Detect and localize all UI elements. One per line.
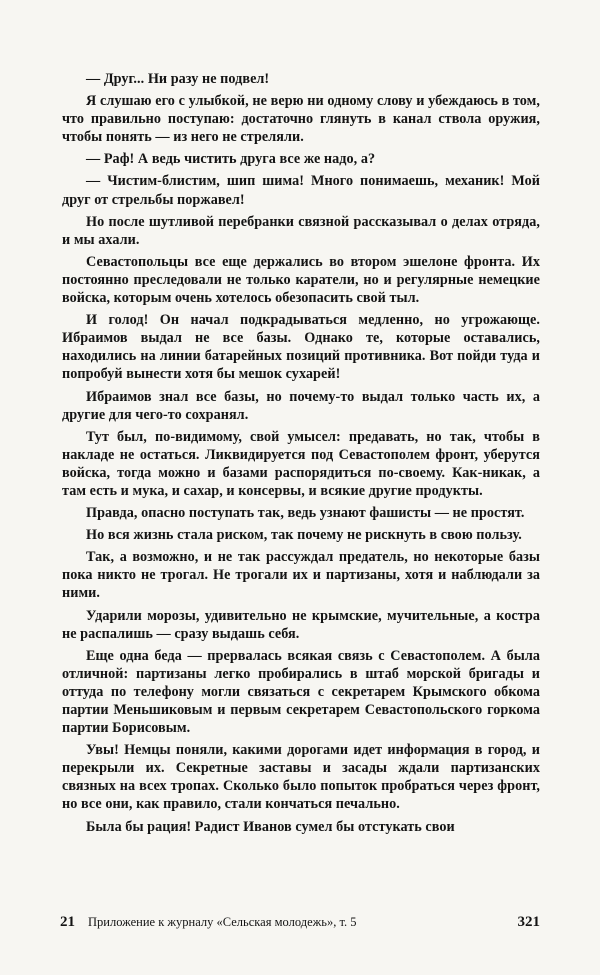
- paragraph: Ибраимов знал все базы, но почему-то выдал только часть их, а другие для чего-то сохранял.: [62, 388, 540, 423]
- paragraph: — Чистим-блистим, шип шима! Много понимаешь, механик! Мой друг от стрельбы поржавел!: [62, 173, 540, 208]
- paragraph: Но после шутливой перебранки связной рассказывал о делах отряда, и мы ахали.: [62, 213, 540, 248]
- paragraph: Но вся жизнь стала риском, так почему не рискнуть в свою пользу.: [86, 527, 522, 544]
- paragraph: И голод! Он начал подкрадываться медленно, но угрожающе. Ибраимов выдал не все базы. Однако те, которые оставались, находились на линии батарейных позиций противника. Вот пойди туда и попробуй вынести хотя бы мешок сухарей!: [62, 312, 540, 383]
- page-body: [62, 70, 540, 840]
- paragraph: Ударили морозы, удивительно не крымские, мучительные, а костра не распалишь — сразу выдашь себя.: [62, 607, 540, 642]
- imprint-line: Приложение к журналу «Сельская молодежь», т. 5: [88, 915, 357, 929]
- page-footer: [60, 914, 540, 934]
- paragraph: Я слушаю его с улыбкой, не верю ни одному слову и убеждаюсь в том, что правильно поступаю: достаточно глянуть в канал ствола оружия, чтобы понять — из него не стреляли.: [62, 93, 540, 146]
- paragraph: Так, а возможно, и не так рассуждал предатель, но некоторые базы пока никто не трогал. Не трогали их и партизаны, хотя и наблюдали за ними.: [62, 549, 540, 602]
- paragraph: Еще одна беда — прервалась всякая связь с Севастополем. А была отличной: партизаны легко пробирались в штаб морской бригады и оттуда по телефону могли связаться с секретарем Крымского обкома партии Меньшиковым и первым секретарем Севастопольского горкома партии Борисовым.: [62, 647, 540, 737]
- paragraph: Севастопольцы все еще держались во втором эшелоне фронта. Их постоянно преследовали не только каратели, но и регулярные немецкие войска, которым очень хотелось обезопасить свой тыл.: [62, 253, 540, 307]
- paragraph: Правда, опасно поступать так, ведь узнают фашисты — не простят.: [86, 505, 525, 522]
- signature-mark: 21: [60, 914, 75, 930]
- paragraph: Увы! Немцы поняли, какими дорогами идет информация в город, и перекрыли их. Секретные заставы и засады ждали партизанских связных на всех тропах. Сколько было попыток пробраться через фронт, но все они, как правило, стали кончаться печально.: [62, 742, 540, 813]
- paragraph: Была бы рация! Радист Иванов сумел бы отстукать свои: [86, 818, 455, 835]
- paragraph: Тут был, по-видимому, свой умысел: предавать, но так, чтобы в накладе не остаться. Ликвидируется под Севастополем фронт, уберутся войска, тогда можно и базами распорядиться по-своему. Как-никак, а там есть и мука, и сахар, и консервы, и всякие другие продукты.: [62, 428, 540, 499]
- paragraph: — Друг... Ни разу не подвел!: [86, 71, 270, 87]
- page-number: 321: [517, 914, 540, 930]
- paragraph: — Раф! А ведь чистить друга все же надо, а?: [86, 151, 376, 168]
